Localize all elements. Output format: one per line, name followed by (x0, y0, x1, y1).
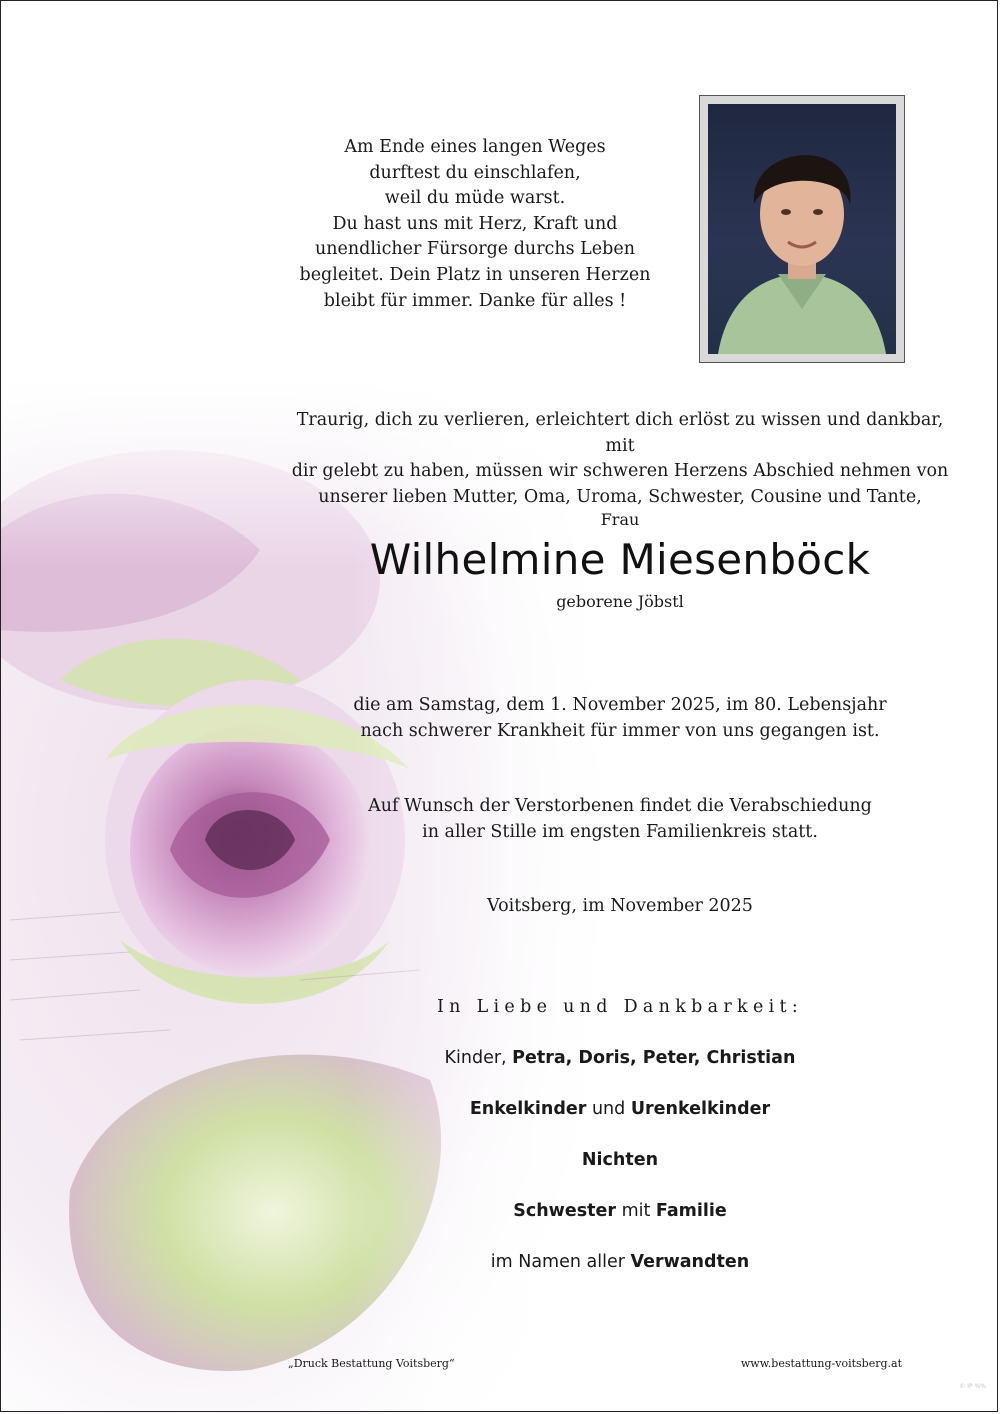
copyright-mark: © IP %% (959, 1383, 986, 1390)
farewell-line: in aller Stille im engsten Familienkreis statt. (422, 822, 818, 842)
deceased-name: Wilhelmine Miesenböck (369, 535, 871, 584)
mourners-grandchildren (380, 1099, 860, 1119)
grandchildren-label: Enkelkinder (469, 1099, 587, 1119)
printer-credit: „Druck Bestattung Voitsberg“ (288, 1357, 455, 1370)
relatives-label: Verwandten (630, 1252, 750, 1272)
mourners-relatives (380, 1252, 860, 1272)
salutation: Frau (600, 510, 640, 529)
great-grandchildren-label: Urenkelkinder (630, 1099, 771, 1119)
farewell-line: Auf Wunsch der Verstorbenen findet die Verabschiedung (368, 796, 872, 816)
poem-line: Am Ende eines langen Weges (344, 137, 606, 157)
portrait-photo (708, 104, 896, 354)
sister-label: Schwester (513, 1201, 616, 1221)
poem-line: bleibt für immer. Danke für alles ! (323, 290, 627, 311)
website-link[interactable]: www.bestattung-voitsberg.at (740, 1357, 902, 1370)
poem-line: Du hast uns mit Herz, Kraft und (332, 213, 618, 234)
intro-line: dir gelebt zu haben, müssen wir schweren Herzens Abschied nehmen von (291, 461, 949, 482)
grandchildren-conjunction: und (586, 1099, 631, 1119)
mourners-nieces (380, 1150, 860, 1170)
sister-conjunction: mit (616, 1201, 656, 1221)
farewell-notice (330, 793, 910, 845)
mourners-children (380, 1048, 860, 1068)
mourners-heading: In Liebe und Dankbarkeit: (436, 997, 804, 1017)
portrait-frame (699, 95, 905, 363)
death-notice-line: die am Samstag, dem 1. November 2025, im 80. Lebensjahr (353, 695, 887, 715)
death-notice (330, 692, 910, 744)
death-notice-line: nach schwerer Krankheit für immer von uns gegangen ist. (360, 721, 880, 741)
poem-line: begleitet. Dein Platz in unseren Herzen (299, 264, 651, 285)
poem-line: unendlicher Fürsorge durchs Leben (315, 239, 635, 260)
poem-line: durftest du einschlafen, (369, 162, 581, 183)
children-prefix: Kinder, (444, 1048, 513, 1068)
children-names: Petra, Doris, Peter, Christian (512, 1048, 796, 1068)
mourners-sister (380, 1201, 860, 1221)
intro-text (285, 408, 955, 510)
intro-line: unserer lieben Mutter, Oma, Uroma, Schwester, Cousine und Tante, (318, 486, 922, 507)
poem (290, 135, 660, 314)
birth-name: geborene Jöbstl (556, 592, 684, 611)
family-label: Familie (655, 1201, 727, 1221)
intro-line: Traurig, dich zu verlieren, erleichtert dich erlöst zu wissen und dankbar, mit (296, 410, 944, 456)
poem-line: weil du müde warst. (384, 188, 566, 209)
portrait-illustration (708, 104, 896, 354)
relatives-prefix: im Namen aller (490, 1252, 631, 1272)
place-date: Voitsberg, im November 2025 (487, 896, 753, 916)
nieces-label: Nichten (581, 1150, 659, 1170)
